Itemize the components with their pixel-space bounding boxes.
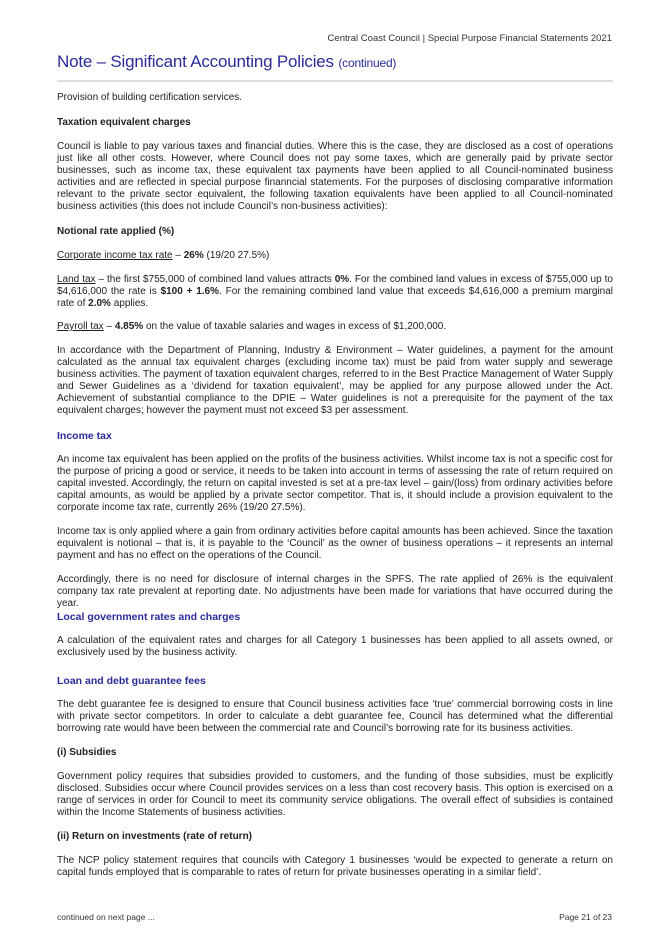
income-paragraph-1: An income tax equivalent has been applied on the profits of the business activities. Whilst income tax is not a specific cost for the purpose of pricing a good or service, it needs to be taken into account in terms of assessing the rate of return required on capital invested. Accordingly, the return on capital invested is set at a pre-tax level – gain/(loss) from ordinary activities before capital amounts, as would be applied by a private sector competitor. That is, it should include a provision equivalent to the corporate income tax rate, currently 26% (19/20 27.5%). <box>57 454 613 513</box>
land-rate-3: 2.0% <box>88 298 111 309</box>
page-title <box>57 52 396 72</box>
loan-paragraph: The debt guarantee fee is designed to ensure that Council business activities face ‘true’ commercial borrowing costs in line with private sector competitors. In order to calculate a debt guarantee fee, Council has determined what the differential borrowing rate would have been between the commercial rate and Council’s borrowing rate for its business activities. <box>57 699 613 734</box>
title-suffix: (continued) <box>338 56 397 70</box>
corporate-tax-line <box>57 250 613 262</box>
land-text: applies. <box>110 298 149 309</box>
page-number: Page 21 of 23 <box>559 912 612 922</box>
divider <box>57 80 613 82</box>
land-rate-2: $100 + 1.6% <box>160 286 220 297</box>
local-gov-paragraph: A calculation of the equivalent rates and charges for all Category 1 businesses has been applied to all assets owned, or exclusively used by the business activity. <box>57 635 613 658</box>
tax-paragraph: Council is liable to pay various taxes and financial duties. Where this is the case, they are disclosed as a cost of operations just like all other costs. However, where Council does not pay some taxes, which are generally paid by private sector businesses, such as income tax, these equivalent tax payments have been applied to all Council-nominated business activities and are reflected in special purpose finanncial statements. For the purposes of disclosing comparative information relevant to the private sector equivalent, the following taxation equivalents have been applied to all Council-nominated business activities (this does not include Council’s non-business activities): <box>57 141 613 212</box>
tax-heading: Taxation equivalent charges <box>57 117 191 128</box>
loan-heading: Loan and debt guarantee fees <box>57 675 206 687</box>
payroll-label: Payroll tax <box>57 321 104 332</box>
notional-heading: Notional rate applied (%) <box>57 226 175 237</box>
roi-heading: (ii) Return on investments (rate of return) <box>57 831 253 842</box>
payroll-tax-line <box>57 321 613 333</box>
dash: – <box>103 321 115 332</box>
footer-continued: continued on next page ... <box>57 912 155 922</box>
dpie-paragraph: In accordance with the Department of Planning, Industry & Environment – Water guidelines, a payment for the amount calculated as the annual tax equivalent charges (excluding income tax) must be paid from water supply and sewerage business activities. The payment of taxation equivalent charges, referred to in the Best Practice Management of Water Supply and Sewer Guidelines as a ‘dividend for taxation equivalent’, may be applied for any purpose allowed under the Act. Achievement of substantial compliance to the DPIE – Water guidelines is not a prerequisite for the payment of the tax equivalent charges; however the payment must not exceed $3 per assessment. <box>57 345 613 416</box>
intro-text: Provision of building certification services. <box>57 92 243 103</box>
land-label: Land tax <box>57 274 96 285</box>
land-tax-paragraph <box>57 274 613 310</box>
payroll-rest: on the value of taxable salaries and wages in excess of $1,200,000. <box>143 321 447 332</box>
title-text: Note – Significant Accounting Policies <box>57 52 334 71</box>
income-tax-heading: Income tax <box>57 430 112 442</box>
corp-rest: (19/20 27.5%) <box>203 250 270 261</box>
land-text: – the first $755,000 of combined land values attracts <box>95 274 335 285</box>
dash: – <box>172 250 184 261</box>
running-header: Central Coast Council | Special Purpose Financial Statements 2021 <box>327 33 612 44</box>
payroll-rate: 4.85% <box>114 321 144 332</box>
land-rate-1: 0% <box>334 274 350 285</box>
roi-paragraph: The NCP policy statement requires that councils with Category 1 businesses ‘would be expected to generate a return on capital funds employed that is comparable to rates of return for private businesses operating in a similar field’. <box>57 855 613 878</box>
land-text: . For the combined land values in excess of $755,000 up to $4,616,000 the rate is <box>57 274 613 297</box>
income-paragraph-3: Accordingly, there is no need for disclosure of internal charges in the SPFS. The rate applied of 26% is the equivalent company tax rate prevalent at reporting date. No adjustments have been made for variations that have occurred during the year. <box>57 574 613 609</box>
subsidies-heading: (i) Subsidies <box>57 747 117 758</box>
subsidies-paragraph: Government policy requires that subsidies provided to customers, and the funding of those subsidies, must be explicitly disclosed. Subsidies occur where Council provides services on a less than cost recovery basis. This option is exercised on a range of services in order for Council to meet its community service obligations. The overall effect of subsidies is contained within the Income Statements of business activities. <box>57 771 613 818</box>
land-text: . For the remaining combined land value that exceeds $4,616,000 a premium marginal rate of <box>57 286 613 309</box>
local-gov-heading: Local government rates and charges <box>57 611 241 623</box>
income-paragraph-2: Income tax is only applied where a gain from ordinary activities before capital amounts has been achieved. Since the taxation equivalent is notional – that is, it is payable to the ‘Council’ as the owner of business operations – it represents an internal payment and has no effect on the operations of the Council. <box>57 526 613 561</box>
corp-rate: 26% <box>183 250 204 261</box>
corp-label: Corporate income tax rate <box>57 250 173 261</box>
